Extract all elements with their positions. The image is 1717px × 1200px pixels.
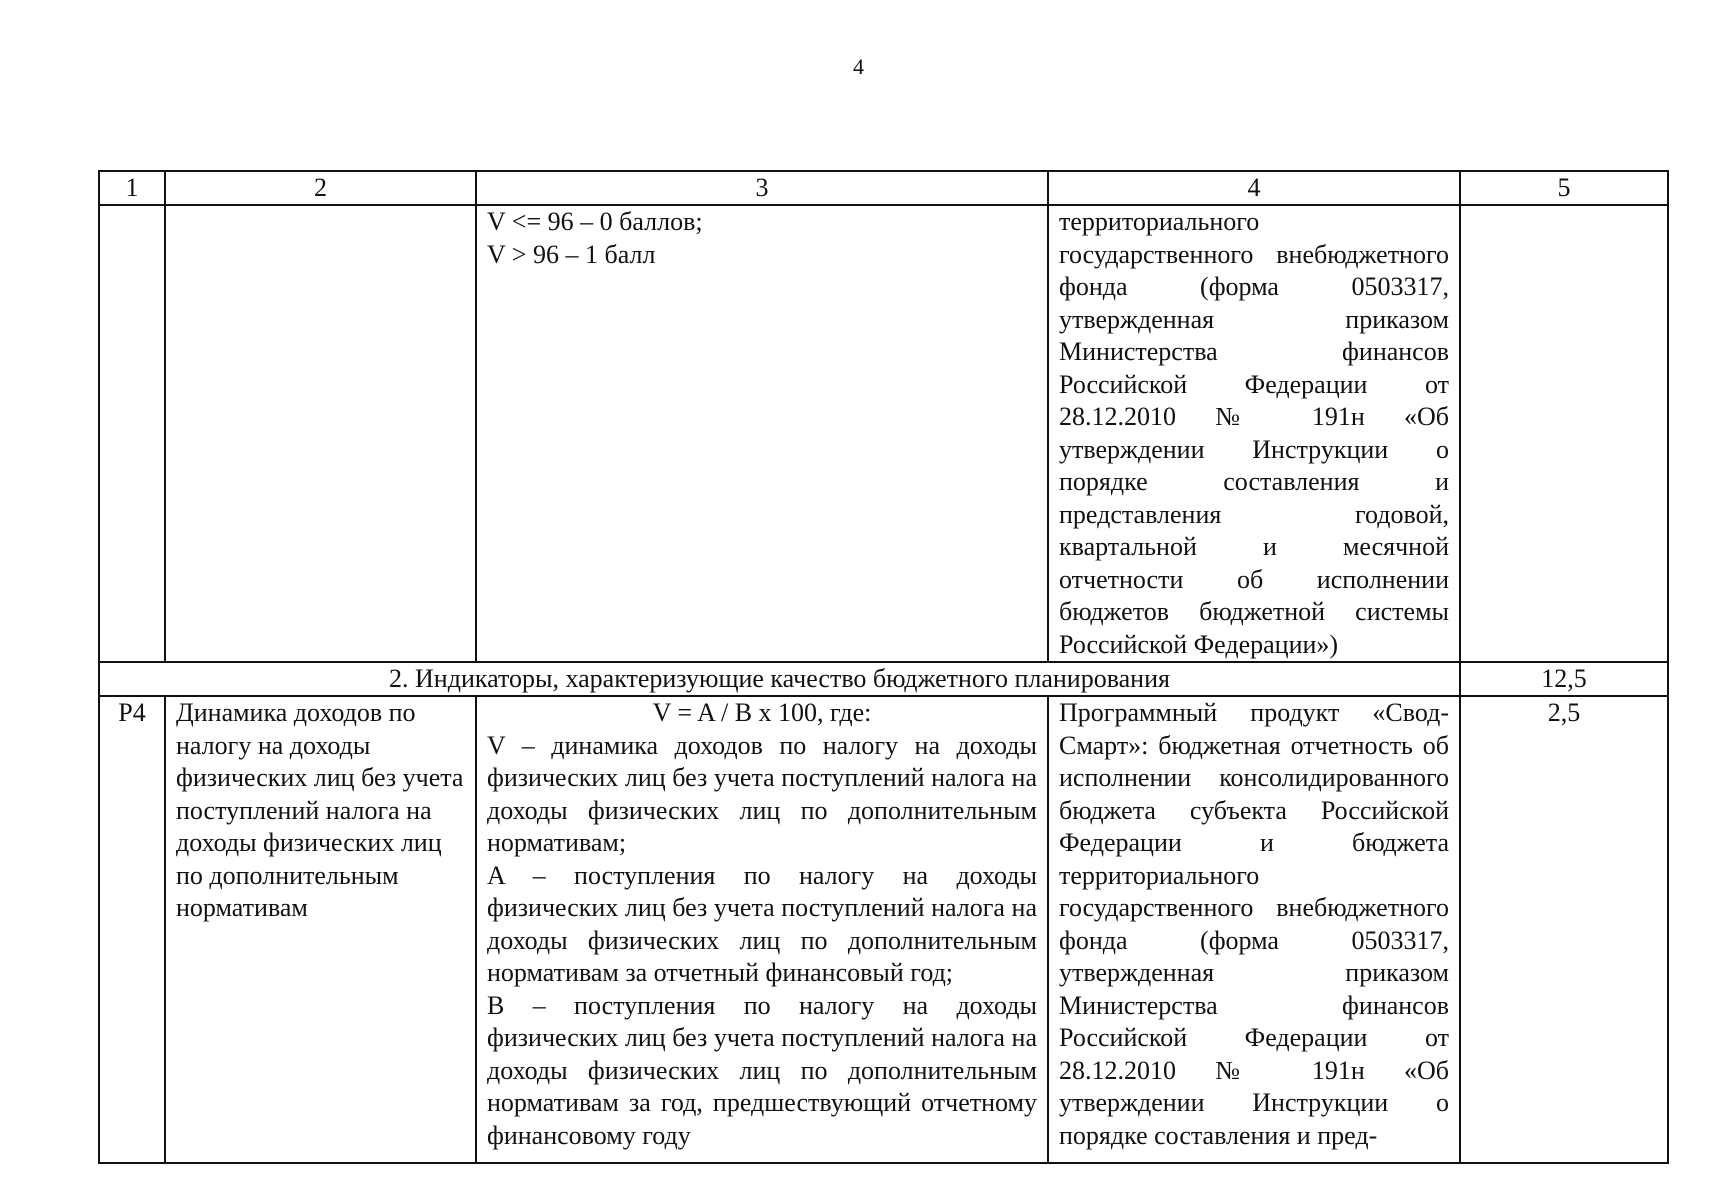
p4-formula: V = A / B x 100, где: bbox=[652, 698, 872, 727]
cont-name-cell bbox=[165, 205, 476, 662]
p4-formula-cell bbox=[476, 696, 1048, 1163]
p4-code-cell: Р4 bbox=[99, 696, 165, 1163]
section-title: 2. Индикаторы, характеризующие качество бюджетного планирования bbox=[99, 662, 1460, 696]
indicators-table bbox=[98, 170, 1669, 1164]
p4-name-cell: Динамика доходов по налогу на доходы физических лиц без учета поступлений налога на доходы физических лиц по дополнительным нормативам bbox=[165, 696, 476, 1163]
page-number: 4 bbox=[853, 54, 864, 79]
cont-formula-cell bbox=[476, 205, 1048, 662]
cont-formula-line-2: V > 96 – 1 балл bbox=[487, 239, 656, 269]
cont-weight-cell bbox=[1460, 205, 1668, 662]
p4-definition-b: B – поступления по налогу на доходы физических лиц без учета поступлений налога на доходы физических лиц по дополнительным нормативам за год, предшествующий отчетному финансовому году bbox=[487, 990, 1037, 1150]
cont-code-cell bbox=[99, 205, 165, 662]
cont-formula-line-1: V <= 96 – 0 баллов; bbox=[487, 207, 703, 236]
header-cell-3: 3 bbox=[476, 171, 1048, 205]
table-row-continuation bbox=[99, 205, 1668, 662]
table-header-row bbox=[99, 171, 1668, 205]
table-row-p4 bbox=[99, 696, 1668, 1163]
header-cell-2: 2 bbox=[165, 171, 476, 205]
header-cell-5: 5 bbox=[1460, 171, 1668, 205]
header-cell-1: 1 bbox=[99, 171, 165, 205]
section-row bbox=[99, 662, 1668, 696]
section-weight: 12,5 bbox=[1460, 662, 1668, 696]
p4-weight-cell: 2,5 bbox=[1460, 696, 1668, 1163]
p4-source-cell: Программный продукт «Свод-Смарт»: бюджетная отчетность об исполнении консолидированного бюджета субъекта Российской Федерации и бюджета территориального государственного внебюджетного фонда (форма 0503317, утвержденная приказом Министерства финансов Российской Федерации от 28.12.2010 № 191н «Об утверждении Инструкции о порядке составления и пред- bbox=[1048, 696, 1460, 1163]
cont-source-cell: территориального государственного внебюджетного фонда (форма 0503317, утвержденная приказом Министерства финансов Российской Федерации от 28.12.2010 № 191н «Об утверждении Инструкции о порядке составления и представления годовой, квартальной и месячной отчетности об исполнении бюджетов бюджетной системы Российской Федерации») bbox=[1048, 205, 1460, 662]
p4-definition-a: A – поступления по налогу на доходы физических лиц без учета поступлений налога на доходы физических лиц по дополнительным нормативам за отчетный финансовый год; bbox=[487, 860, 1037, 987]
header-cell-4: 4 bbox=[1048, 171, 1460, 205]
p4-definition-v: V – динамика доходов по налогу на доходы физических лиц без учета поступлений налога на доходы физических лиц по дополнительным нормативам; bbox=[487, 730, 1037, 857]
